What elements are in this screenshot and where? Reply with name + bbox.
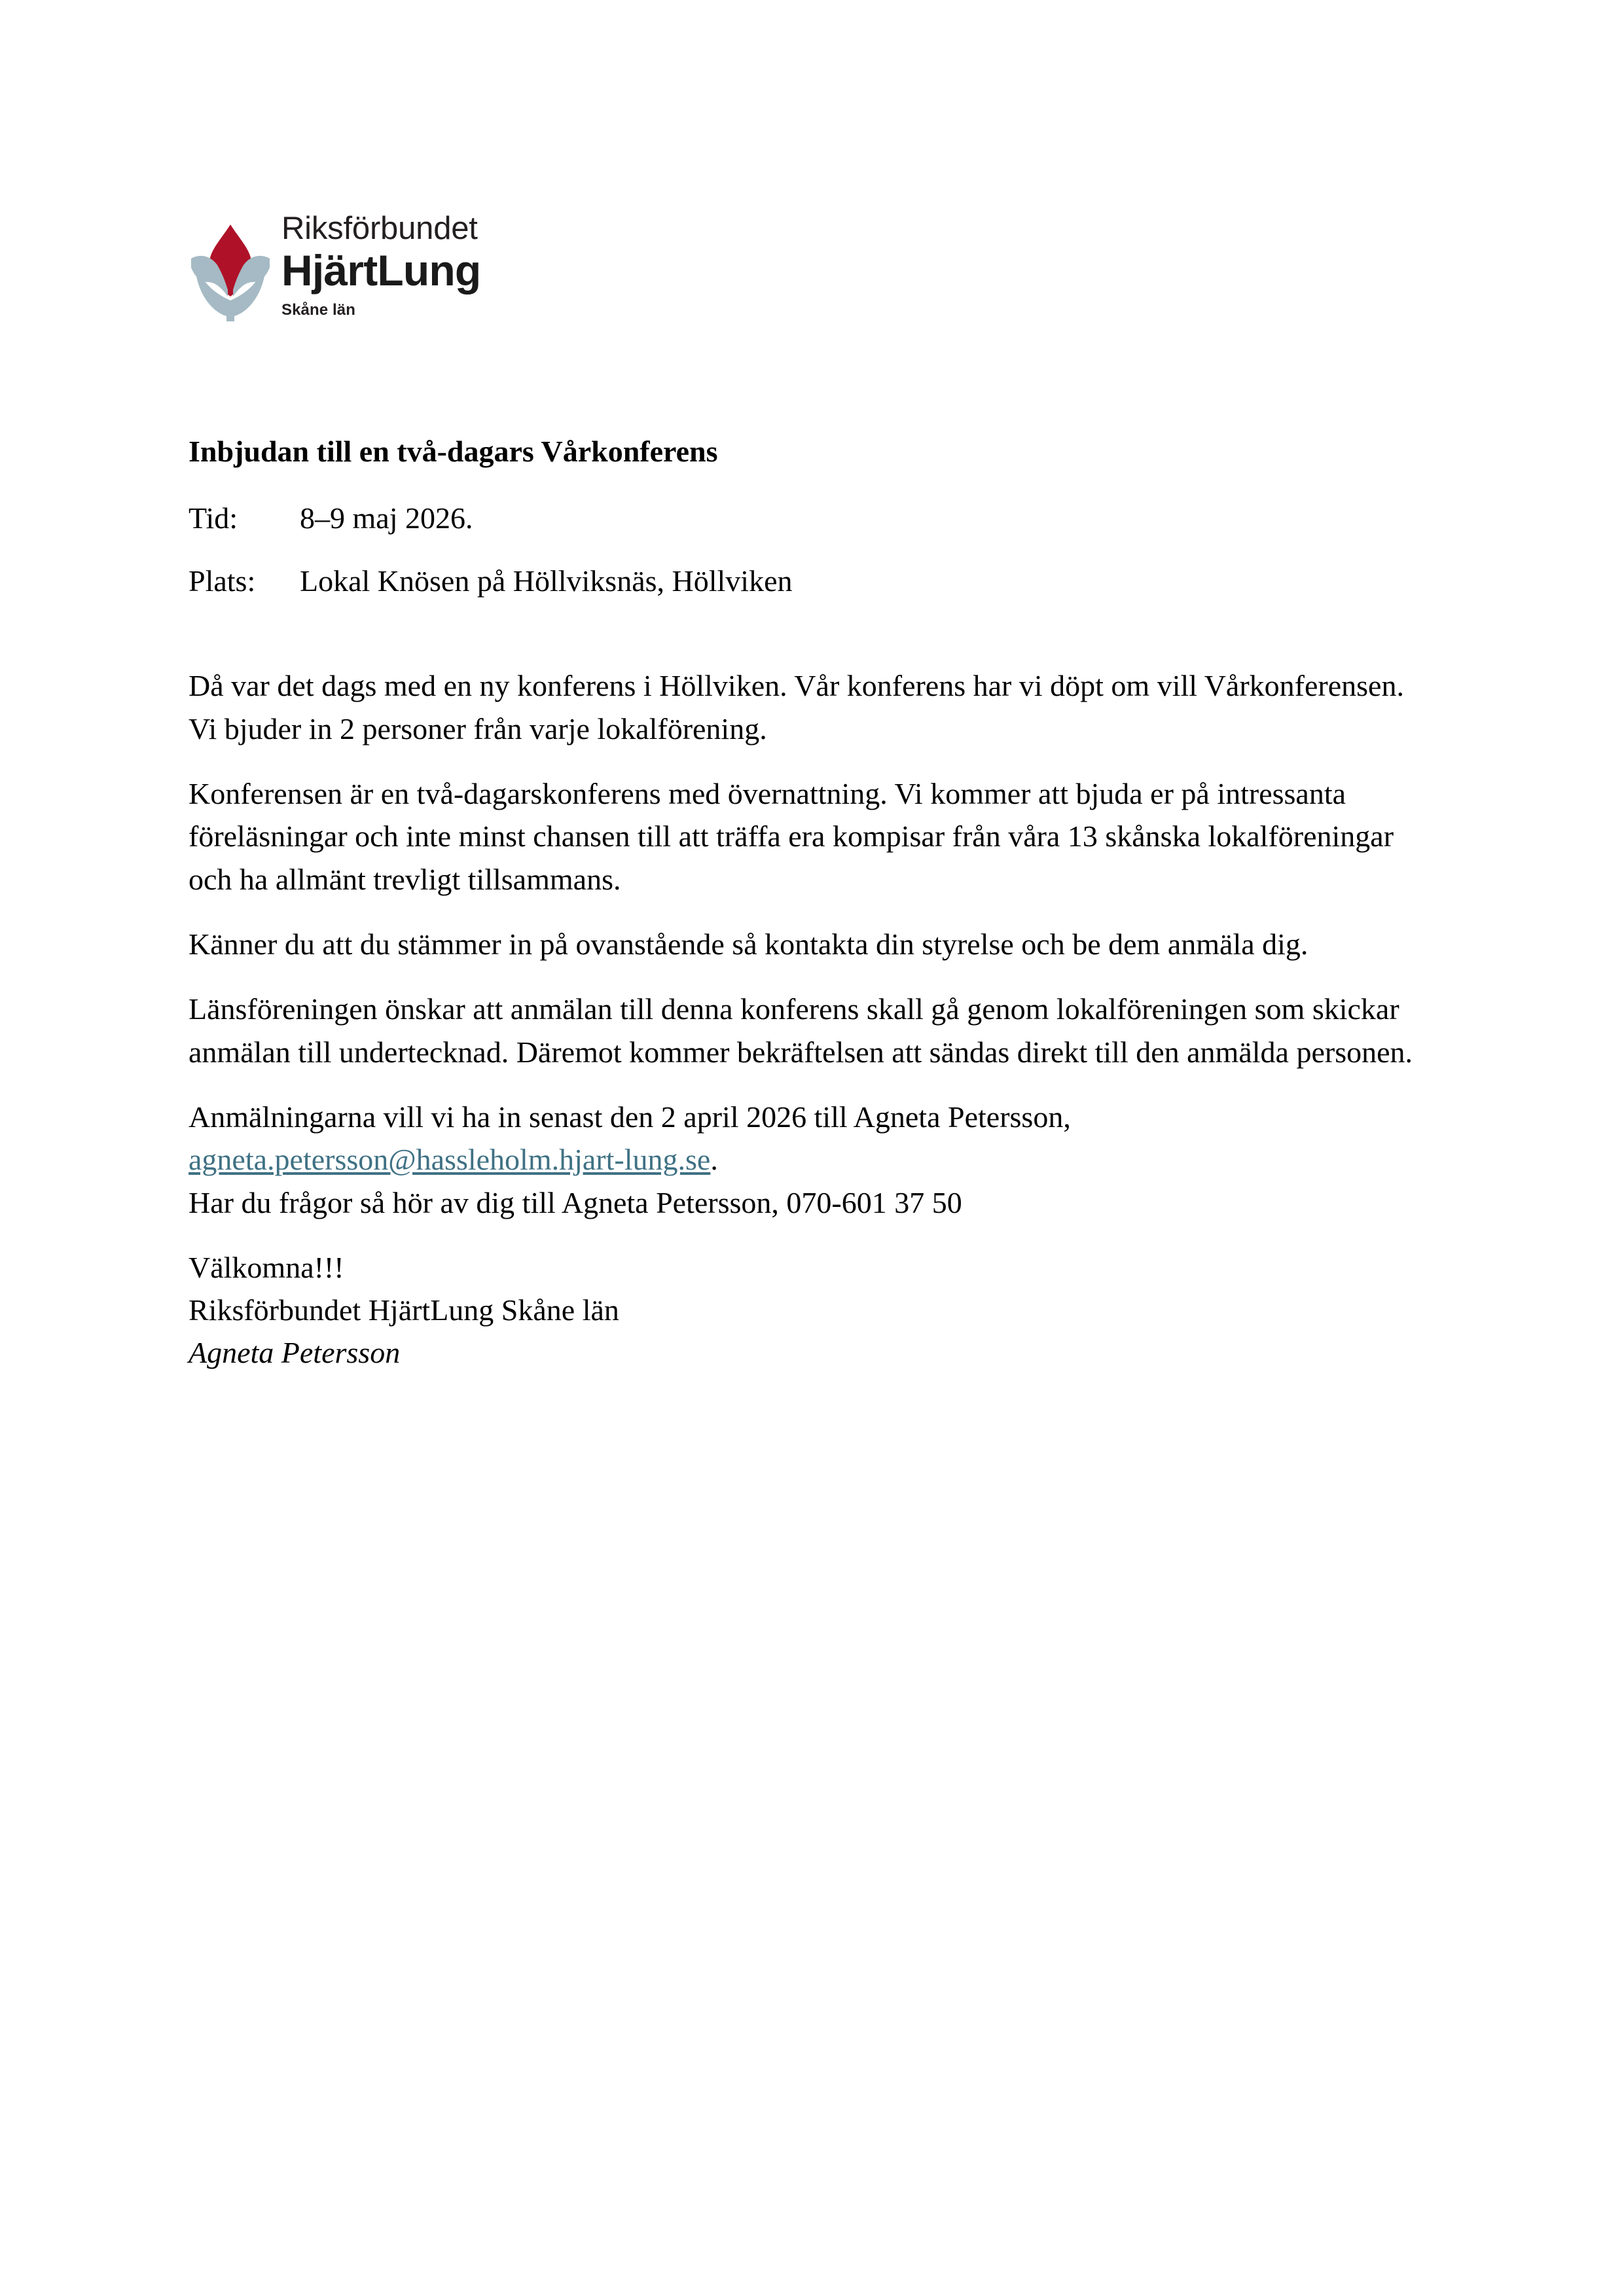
paragraph-deadline-contact	[189, 1096, 1426, 1224]
deadline-text: Anmälningarna vill vi ha in senast den 2 april 2026 till Agneta Petersson,	[189, 1100, 1071, 1134]
closing-greeting: Välkomna!!!	[189, 1250, 344, 1284]
organisation-logo	[189, 213, 480, 324]
closing-signature: Agneta Petersson	[189, 1336, 401, 1370]
logo-line-hjartlung: HjärtLung	[281, 246, 481, 295]
meta-label-place: Plats:	[189, 564, 256, 598]
page-title: Inbjudan till en två-dagars Vårkonferens	[189, 435, 718, 468]
paragraph-contact-board: Känner du att du stämmer in på ovanstående så kontakta din styrelse och be dem anmäla dig.	[189, 927, 1308, 961]
questions-text: Har du frågor så hör av dig till Agneta Petersson, 070-601 37 50	[189, 1185, 962, 1219]
document-content	[189, 432, 1426, 1374]
logo-line-region: Skåne län	[281, 301, 355, 319]
meta-value-place: Lokal Knösen på Höllviksnäs, Höllviken	[300, 564, 793, 598]
meta-value-time: 8–9 maj 2026.	[300, 501, 473, 535]
email-trailing-period: .	[710, 1143, 718, 1177]
paragraph-conference-details: Konferensen är en två-dagarskonferens med övernattning. Vi kommer att bjuda er på intressanta föreläsningar och inte minst chansen till att träffa era kompisar från våra 13 skånska lokalföreningar och ha allmänt trevligt tillsammans.	[189, 777, 1394, 896]
meta-row-place	[189, 562, 1426, 601]
section-spacer	[189, 624, 1426, 664]
paragraph-intro: Då var det dags med en ny konferens i Höllviken. Vår konferens har vi döpt om vill Vårkonferensen. Vi bjuder in 2 personer från varje lokalförening.	[189, 669, 1404, 745]
meta-label-time: Tid:	[189, 501, 238, 535]
closing-organisation: Riksförbundet HjärtLung Skåne län	[189, 1293, 619, 1327]
contact-email-link[interactable]: agneta.petersson@hassleholm.hjart-lung.se	[189, 1143, 711, 1177]
logo-line-riksforbundet: Riksförbundet	[281, 211, 478, 246]
meta-row-time	[189, 499, 1426, 538]
tulip-logo-icon	[189, 219, 272, 324]
paragraph-registration-process: Länsföreningen önskar att anmälan till denna konferens skall gå genom lokalföreningen som skickar anmälan till undertecknad. Däremot kommer bekräftelsen att sändas direkt till den anmälda personen.	[189, 992, 1413, 1069]
closing-block	[189, 1246, 1426, 1374]
logo-wordmark	[281, 213, 480, 318]
